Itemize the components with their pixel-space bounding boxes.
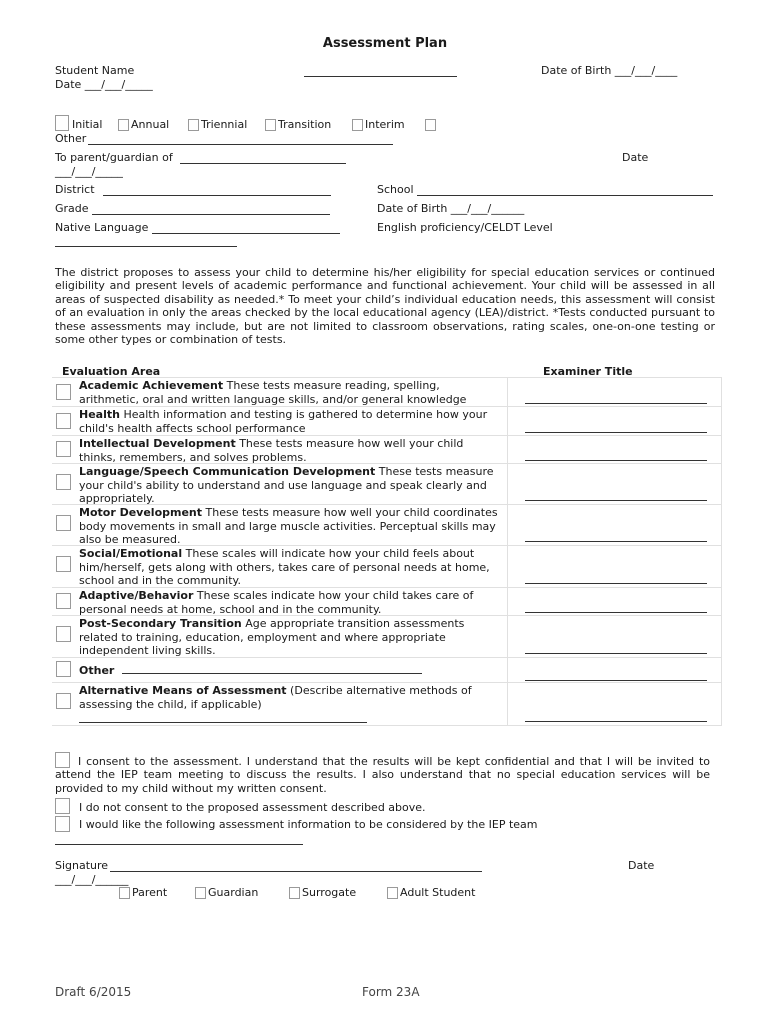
district-field[interactable] bbox=[103, 184, 331, 196]
table-row bbox=[52, 588, 722, 616]
english-proficiency-label: English proficiency/CELDT Level bbox=[377, 221, 553, 234]
plan-triennial-label: Triennial bbox=[201, 118, 248, 131]
plan-annual-label: Annual bbox=[131, 118, 170, 131]
consent-text: I consent to the assessment. I understand that the results will be kept confidential and that I will be invited to attend the IEP team meeting to discuss the results. I also understand that no special education services will be provided to my child without my written consent. bbox=[55, 755, 710, 795]
info-dob: Date of Birth ___/___/______ bbox=[377, 202, 525, 215]
checkbox-social[interactable] bbox=[56, 556, 71, 572]
examiner-line[interactable] bbox=[525, 403, 707, 404]
table-row bbox=[52, 505, 722, 546]
row-description: Social/Emotional These scales will indicate how your child feels about him/herself, gets along with others, takes care of personal needs at home, school and in the community. bbox=[79, 547, 490, 588]
examiner-line[interactable] bbox=[525, 541, 707, 542]
signature-label: Signature bbox=[55, 859, 109, 872]
page-title: Assessment Plan bbox=[322, 36, 448, 51]
assessment-info-text: I would like the following assessment information to be considered by the IEP team bbox=[79, 818, 538, 831]
row-description: Academic Achievement These tests measure reading, spelling, arithmetic, oral and written language skills, and/or general knowledge bbox=[79, 379, 467, 406]
student-name-label: Student Name bbox=[55, 64, 135, 77]
student-name-field[interactable] bbox=[304, 65, 457, 77]
table-row bbox=[52, 546, 722, 588]
table-row bbox=[52, 683, 722, 726]
other-label: Other bbox=[55, 132, 87, 145]
signature-field[interactable] bbox=[110, 860, 482, 872]
row-description: Other bbox=[79, 662, 499, 678]
table-row bbox=[52, 658, 722, 683]
signature-date-blank: ___/___/______ bbox=[55, 873, 129, 886]
examiner-line[interactable] bbox=[525, 680, 707, 681]
info-date-label: Date bbox=[622, 151, 649, 164]
examiner-line[interactable] bbox=[525, 432, 707, 433]
plan-interim-label: Interim bbox=[365, 118, 405, 131]
intro-paragraph: The district proposes to assess your child to determine his/her eligibility for special education services or continued eligibility and present levels of academic performance and functional achievement. Your child will be assessed in all areas of suspected disability as needed.* To meet your child’s individual education needs, this assessment will consist of an evaluation in only the areas checked by the local educational agency (LEA)/district. *Tests conducted pursuant to these assessments may include, but are not limited to classroom observations, rating scales, one-on-one testing or some other types or combination of tests. bbox=[55, 266, 715, 347]
row-description: Adaptive/Behavior These scales indicate how your child takes care of personal needs at home, school and in the community. bbox=[79, 589, 474, 616]
native-language-field-cont[interactable] bbox=[55, 235, 237, 247]
alternative-field[interactable] bbox=[79, 711, 367, 723]
info-date-blank: ___/___/_____ bbox=[55, 165, 123, 178]
table-row bbox=[52, 407, 722, 436]
checkbox-parent[interactable] bbox=[119, 887, 130, 899]
checkbox-health[interactable] bbox=[56, 413, 71, 429]
footer-draft: Draft 6/2015 bbox=[55, 985, 132, 999]
checkbox-annual[interactable] bbox=[118, 119, 129, 131]
examiner-line[interactable] bbox=[525, 583, 707, 584]
table-row bbox=[52, 616, 722, 658]
role-guardian-label: Guardian bbox=[208, 886, 259, 899]
checkbox-transition[interactable] bbox=[265, 119, 276, 131]
col-examiner-title: Examiner Title bbox=[543, 365, 633, 378]
examiner-line[interactable] bbox=[525, 460, 707, 461]
checkbox-surrogate[interactable] bbox=[289, 887, 300, 899]
table-row bbox=[52, 378, 722, 407]
examiner-line[interactable] bbox=[525, 500, 707, 501]
signature-date-label: Date bbox=[628, 859, 655, 872]
role-adult-student-label: Adult Student bbox=[400, 886, 476, 899]
plan-transition-label: Transition bbox=[278, 118, 332, 131]
row-description: Alternative Means of Assessment (Describe alternative methods of assessing the child, if applicable) bbox=[79, 684, 472, 711]
other-field[interactable] bbox=[88, 133, 393, 145]
checkbox-assessment-info[interactable] bbox=[55, 816, 70, 832]
grade-field[interactable] bbox=[92, 203, 330, 215]
checkbox-adaptive[interactable] bbox=[56, 593, 71, 609]
checkbox-intellectual[interactable] bbox=[56, 441, 71, 457]
grade-label: Grade bbox=[55, 202, 89, 215]
checkbox-triennial[interactable] bbox=[188, 119, 199, 131]
plan-initial-label: Initial bbox=[72, 118, 103, 131]
checkbox-guardian[interactable] bbox=[195, 887, 206, 899]
examiner-line[interactable] bbox=[525, 612, 707, 613]
checkbox-academic[interactable] bbox=[56, 384, 71, 400]
no-consent-text: I do not consent to the proposed assessment described above. bbox=[79, 801, 426, 814]
header-dob: Date of Birth ___/___/____ bbox=[541, 64, 678, 77]
checkbox-motor[interactable] bbox=[56, 515, 71, 531]
role-surrogate-label: Surrogate bbox=[302, 886, 357, 899]
row-description: Post-Secondary Transition Age appropriate transition assessments related to training, education, employment and where appropriate independent living skills. bbox=[79, 617, 465, 658]
school-label: School bbox=[377, 183, 414, 196]
header-date: Date ___/___/_____ bbox=[55, 78, 153, 91]
checkbox-adult-student[interactable] bbox=[387, 887, 398, 899]
checkbox-other-area[interactable] bbox=[56, 661, 71, 677]
parent-name-field[interactable] bbox=[180, 152, 346, 164]
role-parent-label: Parent bbox=[132, 886, 168, 899]
checkbox-transition-assessment[interactable] bbox=[56, 626, 71, 642]
row-description: Language/Speech Communication Development These tests measure your child's ability to understand and use language and speak clearly and appropriately. bbox=[79, 465, 494, 506]
row-description: Health Health information and testing is gathered to determine how your child's health affects school performance bbox=[79, 408, 488, 435]
checkbox-no-consent[interactable] bbox=[55, 798, 70, 814]
checkbox-interim[interactable] bbox=[352, 119, 363, 131]
checkbox-other[interactable] bbox=[425, 119, 436, 131]
district-label: District bbox=[55, 183, 95, 196]
col-evaluation-area: Evaluation Area bbox=[62, 365, 161, 378]
table-row bbox=[52, 464, 722, 505]
examiner-line[interactable] bbox=[525, 721, 707, 722]
assessment-info-field[interactable] bbox=[55, 833, 303, 845]
checkbox-initial[interactable] bbox=[55, 115, 69, 131]
row-description: Motor Development These tests measure how well your child coordinates body movements in small and large muscle activities. Perceptual skills may also be measured. bbox=[79, 506, 498, 547]
to-parent-label: To parent/guardian of bbox=[55, 151, 173, 164]
checkbox-alternative[interactable] bbox=[56, 693, 71, 709]
row-description: Intellectual Development These tests measure how well your child thinks, remembers, and solves problems. bbox=[79, 437, 464, 464]
checkbox-language[interactable] bbox=[56, 474, 71, 490]
examiner-line[interactable] bbox=[525, 653, 707, 654]
native-language-field[interactable] bbox=[152, 222, 340, 234]
school-field[interactable] bbox=[417, 184, 713, 196]
table-row bbox=[52, 436, 722, 464]
other-area-field[interactable] bbox=[122, 662, 422, 674]
native-language-label: Native Language bbox=[55, 221, 149, 234]
footer-form: Form 23A bbox=[362, 985, 420, 999]
